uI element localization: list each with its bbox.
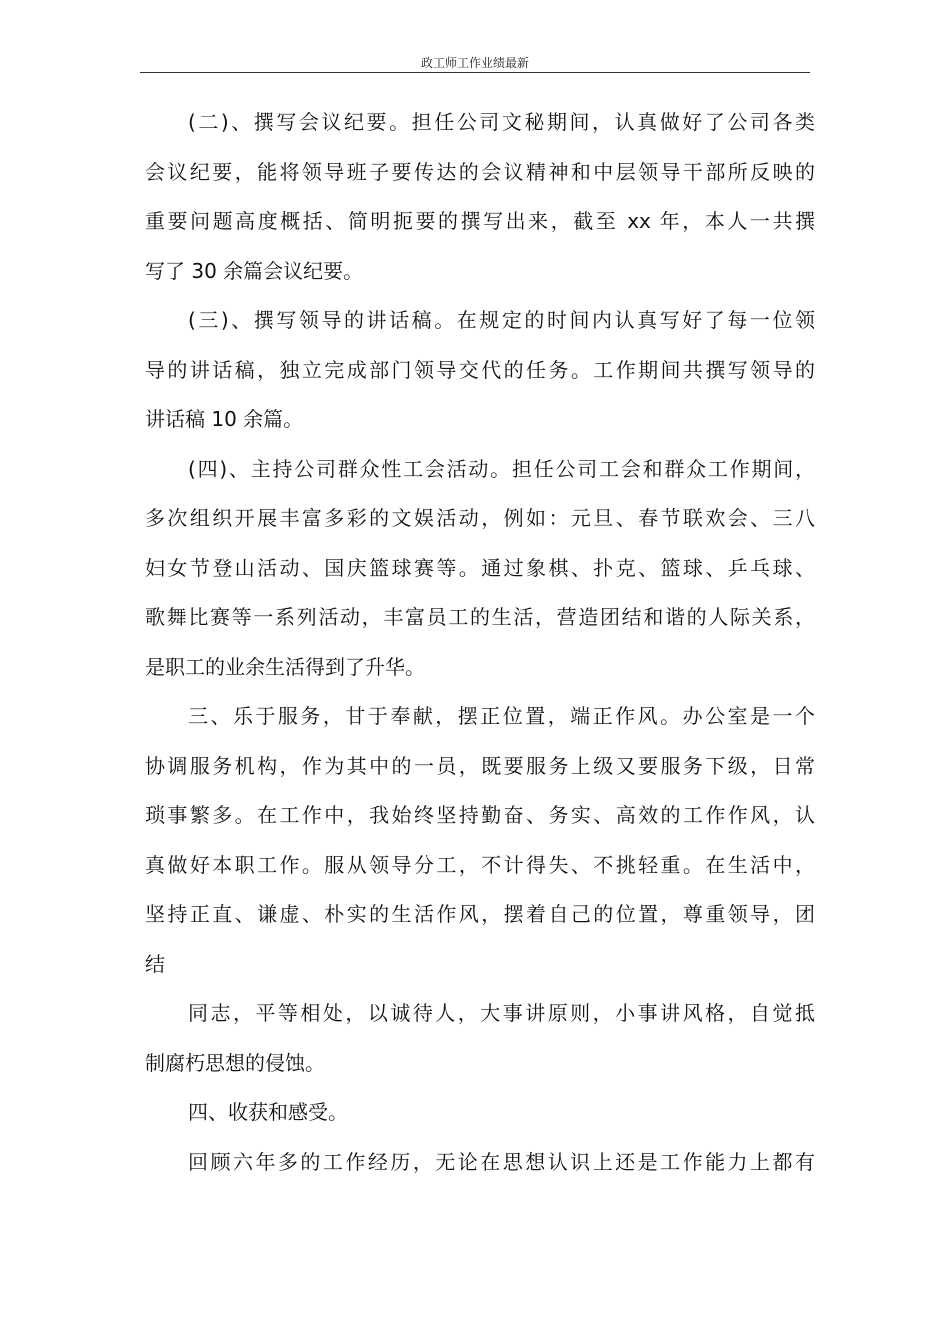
header-rule [140,72,810,73]
text-line: 真做好本职工作。服从领导分工，不计得失、不挑轻重。在生活中， [145,852,815,877]
text-line: 讲话稿 10 余篇。 [145,407,304,431]
text-line: 歌舞比赛等一系列活动，丰富员工的生活，营造团结和谐的人际关系， [145,605,815,629]
text-line: (三)、撰写领导的讲话稿。在规定的时间内认真写好了每一位领 [188,308,815,332]
text-line: 回顾六年多的工作经历，无论在思想认识上还是工作能力上都有 [188,1149,815,1174]
text-line: 写了 30 余篇会议纪要。 [145,258,364,283]
text-line: 三、乐于服务，甘于奉献，摆正位置，端正作风。办公室是一个 [188,704,815,728]
text-line: 制腐朽思想的侵蚀。 [145,1050,325,1075]
text-line: 协调服务机构，作为其中的一员，既要服务上级又要服务下级，日常 [145,753,815,778]
text-line: (四)、主持公司群众性工会活动。担任公司工会和群众工作期间， [188,456,815,481]
text-line: 四、收获和感受。 [188,1100,348,1124]
text-line: 妇女节登山活动、国庆篮球赛等。通过象棋、扑克、篮球、乒乓球、 [145,555,815,580]
text-line: 结 [145,951,165,976]
document-body [145,98,815,1187]
text-line: 重要问题高度概括、简明扼要的撰写出来，截至 xx 年，本人一共撰 [145,209,815,233]
text-line: (二)、撰写会议纪要。担任公司文秘期间，认真做好了公司各类 [188,110,815,134]
running-header: 政工师工作业绩最新 [420,56,529,70]
text-line: 多次组织开展丰富多彩的文娱活动，例如：元旦、春节联欢会、三八 [145,506,815,530]
text-line: 琐事繁多。在工作中，我始终坚持勤奋、务实、高效的工作作风，认 [145,803,815,827]
text-line: 是职工的业余生活得到了升华。 [145,654,425,679]
text-line: 导的讲话稿，独立完成部门领导交代的任务。工作期间共撰写领导的 [145,357,815,382]
text-line: 同志，平等相处，以诚待人，大事讲原则，小事讲风格，自觉抵 [188,1001,815,1025]
text-line: 会议纪要，能将领导班子要传达的会议精神和中层领导干部所反映的 [145,159,815,184]
text-line: 坚持正直、谦虚、朴实的生活作风，摆着自己的位置，尊重领导，团 [145,902,815,926]
